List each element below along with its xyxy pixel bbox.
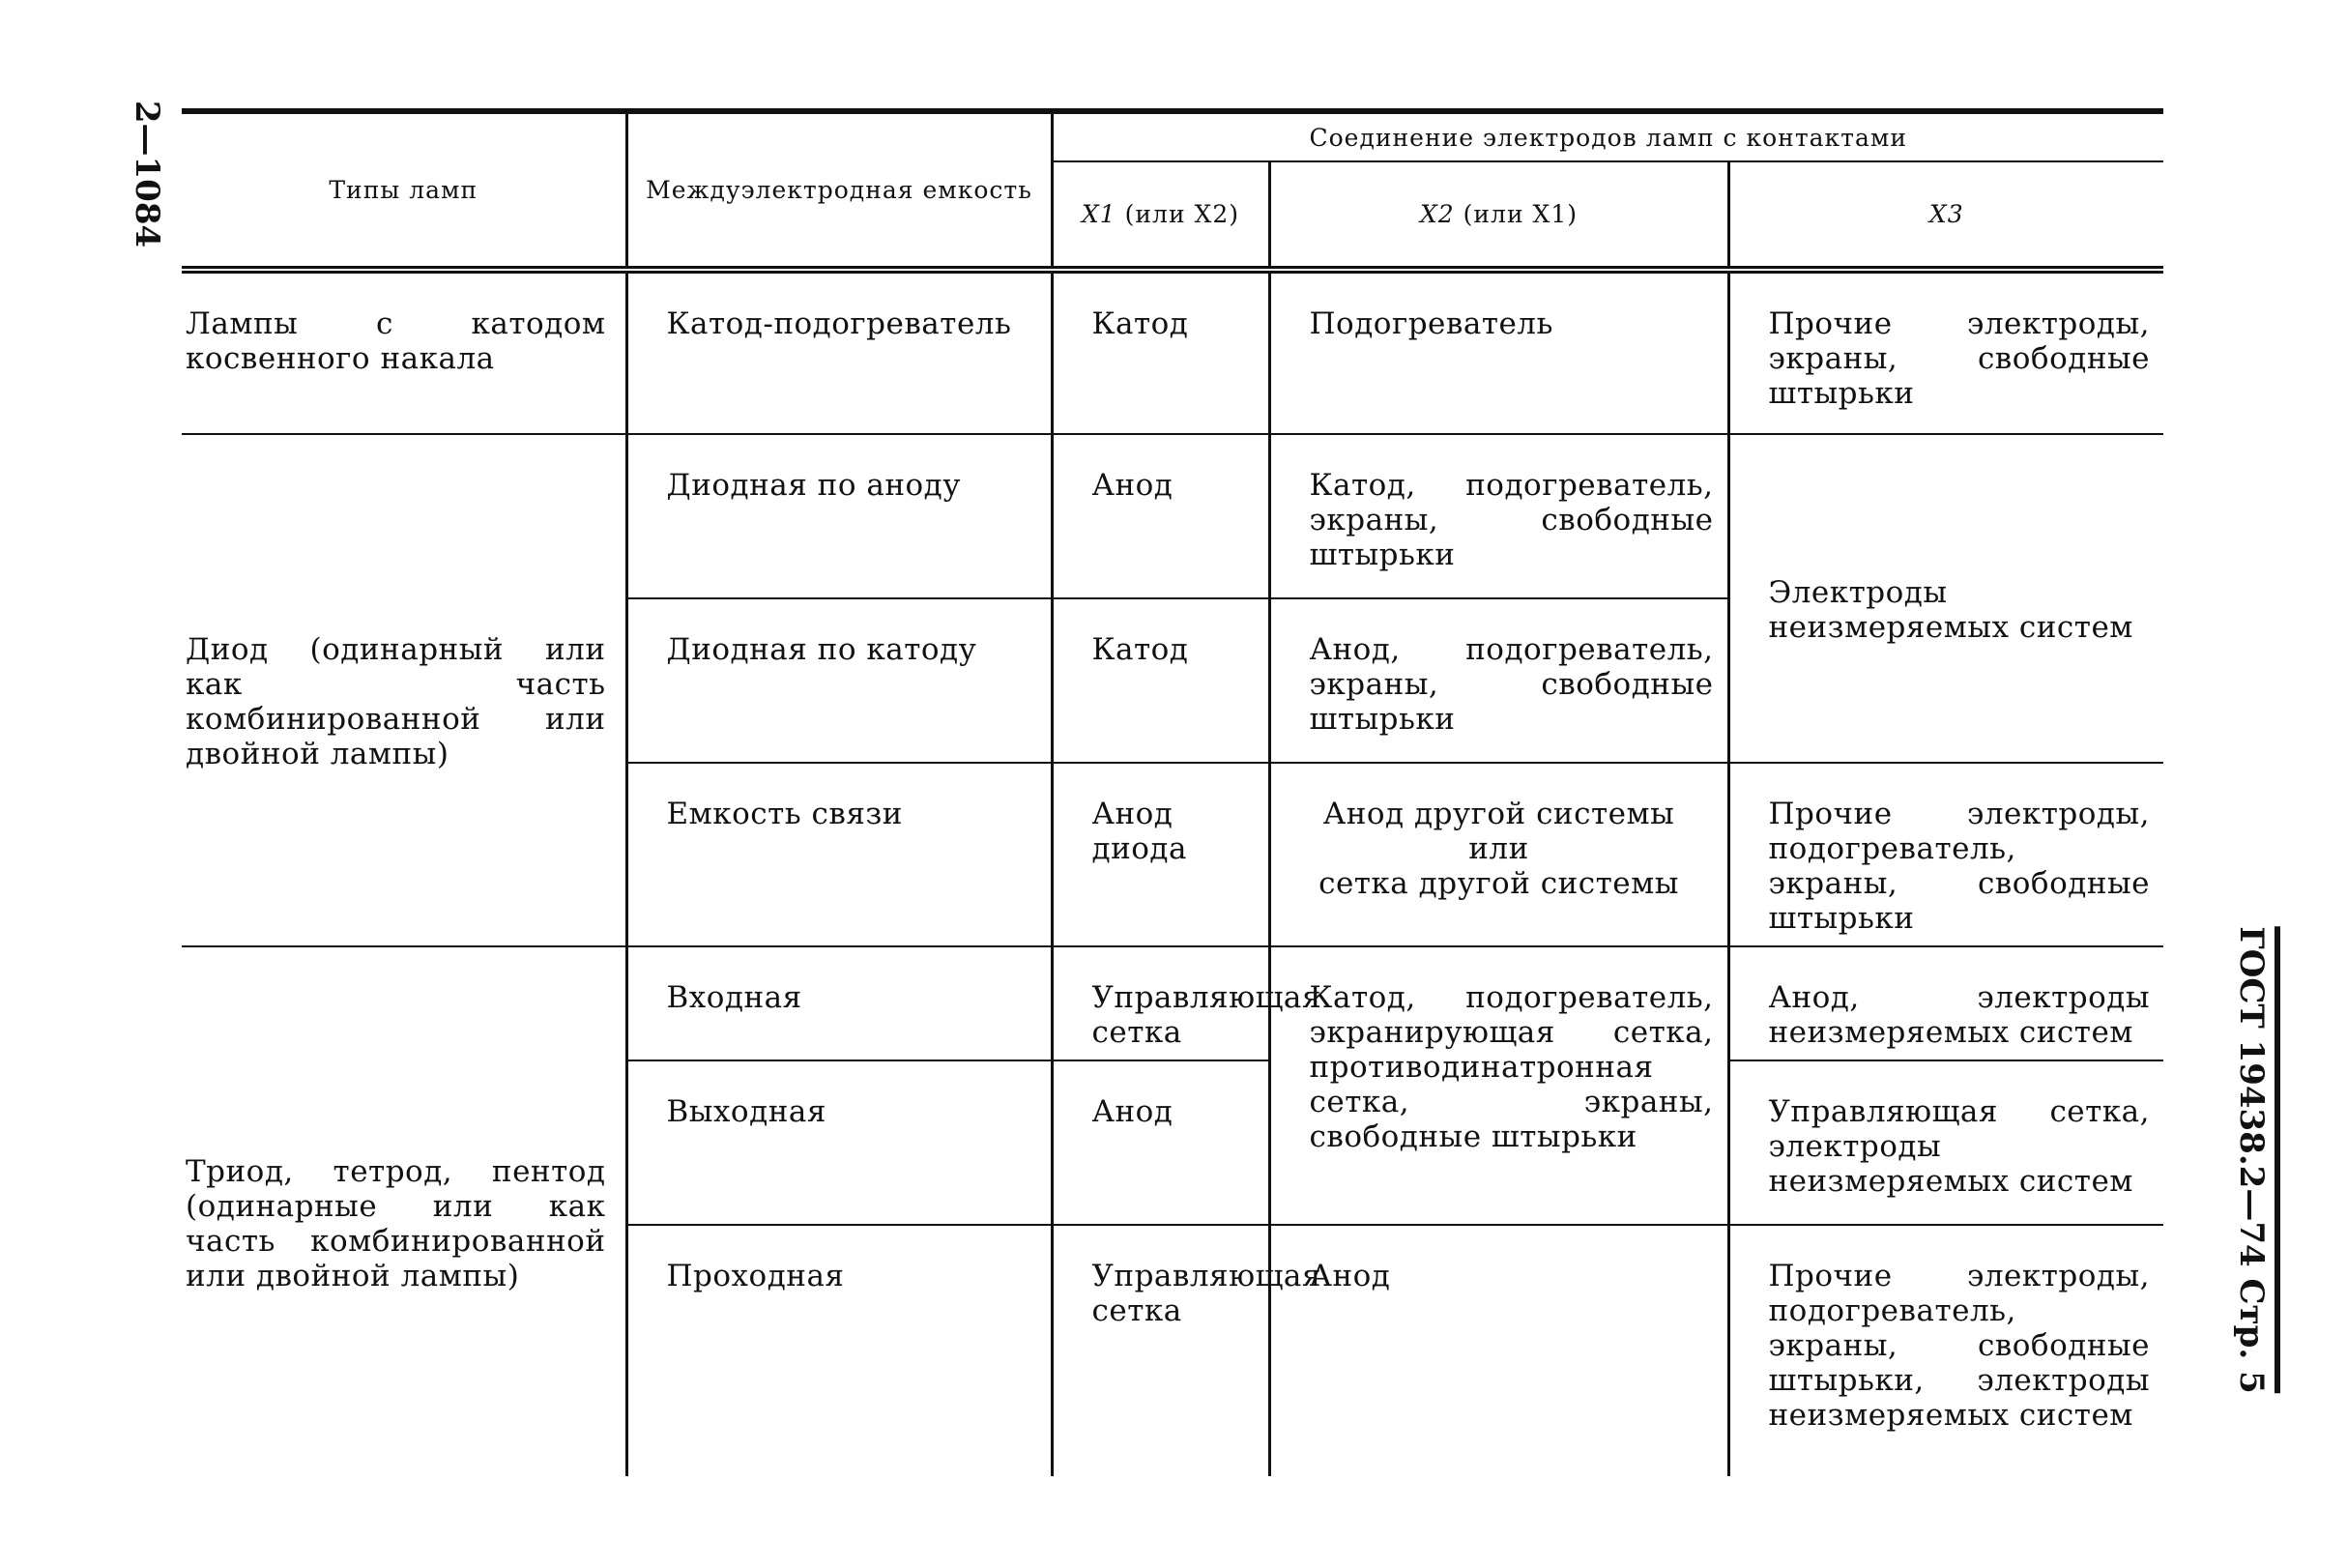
header-connection: Соединение электродов ламп с контактами bbox=[1052, 111, 2163, 161]
cell-cap-diode-cathode bbox=[626, 598, 1052, 763]
cell-x2-diode-coupling bbox=[1269, 763, 1728, 946]
cell-x1-triode-input bbox=[1052, 946, 1321, 1060]
text-x3-indirect: Прочие электроды, экраны, свободные штырьки bbox=[1768, 306, 2151, 411]
text-cap-triode-output: Выходная bbox=[666, 1094, 826, 1129]
cell-cap-triode-transfer bbox=[626, 1225, 1052, 1476]
cell-x2-triode-shared bbox=[1269, 946, 1728, 1225]
cell-x3-diode-coupling bbox=[1728, 763, 2163, 946]
cell-cap-diode-anode bbox=[626, 434, 1052, 598]
header-x1 bbox=[1052, 161, 1269, 270]
text-x1-triode-output: Анод bbox=[1091, 1094, 1174, 1129]
header-x3: X3 bbox=[1728, 161, 2163, 270]
text-x1-triode-transfer: Управляющая сетка bbox=[1091, 1259, 1321, 1328]
text-cap-diode-coupling: Емкость связи bbox=[666, 797, 903, 831]
cell-x2-triode-transfer bbox=[1269, 1225, 1728, 1476]
cell-x3-indirect bbox=[1728, 270, 2163, 434]
electrode-connection-table bbox=[182, 108, 2163, 1476]
cell-x1-triode-output bbox=[1052, 1060, 1269, 1225]
text-x2-indirect: Подогреватель bbox=[1309, 306, 1553, 341]
header-x2-label: X2 bbox=[1419, 200, 1455, 228]
text-x3-triode-input: Анод, электроды неизмеряемых систем bbox=[1768, 980, 2151, 1050]
text-x1-diode-cathode: Катод bbox=[1091, 632, 1189, 667]
text-x1-diode-coupling: Анод диода bbox=[1091, 797, 1187, 866]
cell-x1-diode-cathode bbox=[1052, 598, 1269, 763]
cell-x3-triode-input bbox=[1728, 946, 2163, 1060]
cell-x1-triode-transfer bbox=[1052, 1225, 1321, 1476]
cell-type-indirect bbox=[182, 270, 626, 434]
text-cap-diode-cathode: Диодная по катоду bbox=[666, 632, 977, 667]
text-x2-diode-coupling-line2: или bbox=[1468, 831, 1529, 866]
cell-x1-diode-anode bbox=[1052, 434, 1269, 598]
cell-x2-diode-cathode bbox=[1269, 598, 1728, 763]
cell-x3-triode-transfer bbox=[1728, 1225, 2163, 1476]
text-x2-diode-anode: Катод, подогреватель, экраны, свободные штырьки bbox=[1309, 468, 1714, 572]
header-lamp-types: Типы ламп bbox=[182, 111, 626, 270]
text-x2-diode-coupling bbox=[1271, 764, 1727, 911]
cell-x3-triode-output bbox=[1728, 1060, 2163, 1225]
cell-type-triode bbox=[182, 946, 626, 1476]
standard-reference: ГОСТ 19438.2—74 Стр. 5 bbox=[2232, 926, 2280, 1393]
cell-cap-indirect bbox=[626, 270, 1052, 434]
text-cap-triode-input: Входная bbox=[666, 980, 802, 1015]
cell-x2-diode-anode bbox=[1269, 434, 1728, 598]
text-x3-triode-output: Управляющая сетка, электроды неизмеряемых систем bbox=[1768, 1094, 2151, 1199]
text-x1-indirect: Катод bbox=[1091, 306, 1189, 341]
page-number-left: 2—1084 bbox=[128, 100, 166, 248]
text-x3-diode-coupling: Прочие электроды, подогреватель, экраны, свободные штырьки bbox=[1768, 797, 2151, 936]
cell-cap-triode-output bbox=[626, 1060, 1052, 1225]
text-type-indirect: Лампы с катодом косвенного накала bbox=[186, 306, 606, 376]
text-x2-diode-coupling-line1: Анод другой системы bbox=[1322, 797, 1675, 831]
text-x2-triode-shared: Катод, подогреватель, экранирующая сетка, противодинатронная сетка, экраны, свободные штырьки bbox=[1309, 980, 1714, 1154]
text-x2-diode-coupling-line3: сетка другой системы bbox=[1318, 866, 1679, 901]
text-x2-triode-transfer: Анод bbox=[1309, 1259, 1391, 1293]
cell-cap-diode-coupling bbox=[626, 763, 1052, 946]
cell-x1-indirect bbox=[1052, 270, 1269, 434]
text-type-triode: Триод, тетрод, пентод (одинарные или как часть комбинированной или двойной лампы) bbox=[186, 1153, 606, 1293]
cell-type-diode bbox=[182, 434, 626, 946]
cell-x2-indirect bbox=[1269, 270, 1728, 434]
text-x3-diode-unmeasured: Электроды неизмеряемых систем bbox=[1768, 575, 2133, 645]
cell-cap-triode-input bbox=[626, 946, 1052, 1060]
cell-x1-diode-coupling bbox=[1052, 763, 1269, 946]
header-capacitance: Междуэлектродная емкость bbox=[626, 111, 1052, 270]
header-x1-alt: (или X2) bbox=[1124, 200, 1240, 228]
text-x3-triode-transfer: Прочие электроды, подогреватель, экраны, свободные штырьки, электроды неизмеряемых систем bbox=[1768, 1259, 2151, 1433]
cell-x3-diode-unmeasured bbox=[1728, 434, 2163, 763]
header-x2 bbox=[1269, 161, 1728, 270]
header-x2-alt: (или X1) bbox=[1463, 200, 1579, 228]
text-cap-indirect: Катод-подогреватель bbox=[666, 306, 1012, 341]
text-type-diode: Диод (одинарный или как часть комбинированной или двойной лампы) bbox=[186, 632, 606, 771]
text-x1-triode-input: Управляющая сетка bbox=[1091, 980, 1321, 1050]
text-x1-diode-anode: Анод bbox=[1091, 468, 1174, 503]
text-cap-diode-anode: Диодная по аноду bbox=[666, 468, 961, 503]
text-cap-triode-transfer: Проходная bbox=[666, 1259, 845, 1293]
header-x1-label: X1 bbox=[1081, 200, 1116, 228]
text-x2-diode-cathode: Анод, подогреватель, экраны, свободные штырьки bbox=[1309, 632, 1714, 737]
